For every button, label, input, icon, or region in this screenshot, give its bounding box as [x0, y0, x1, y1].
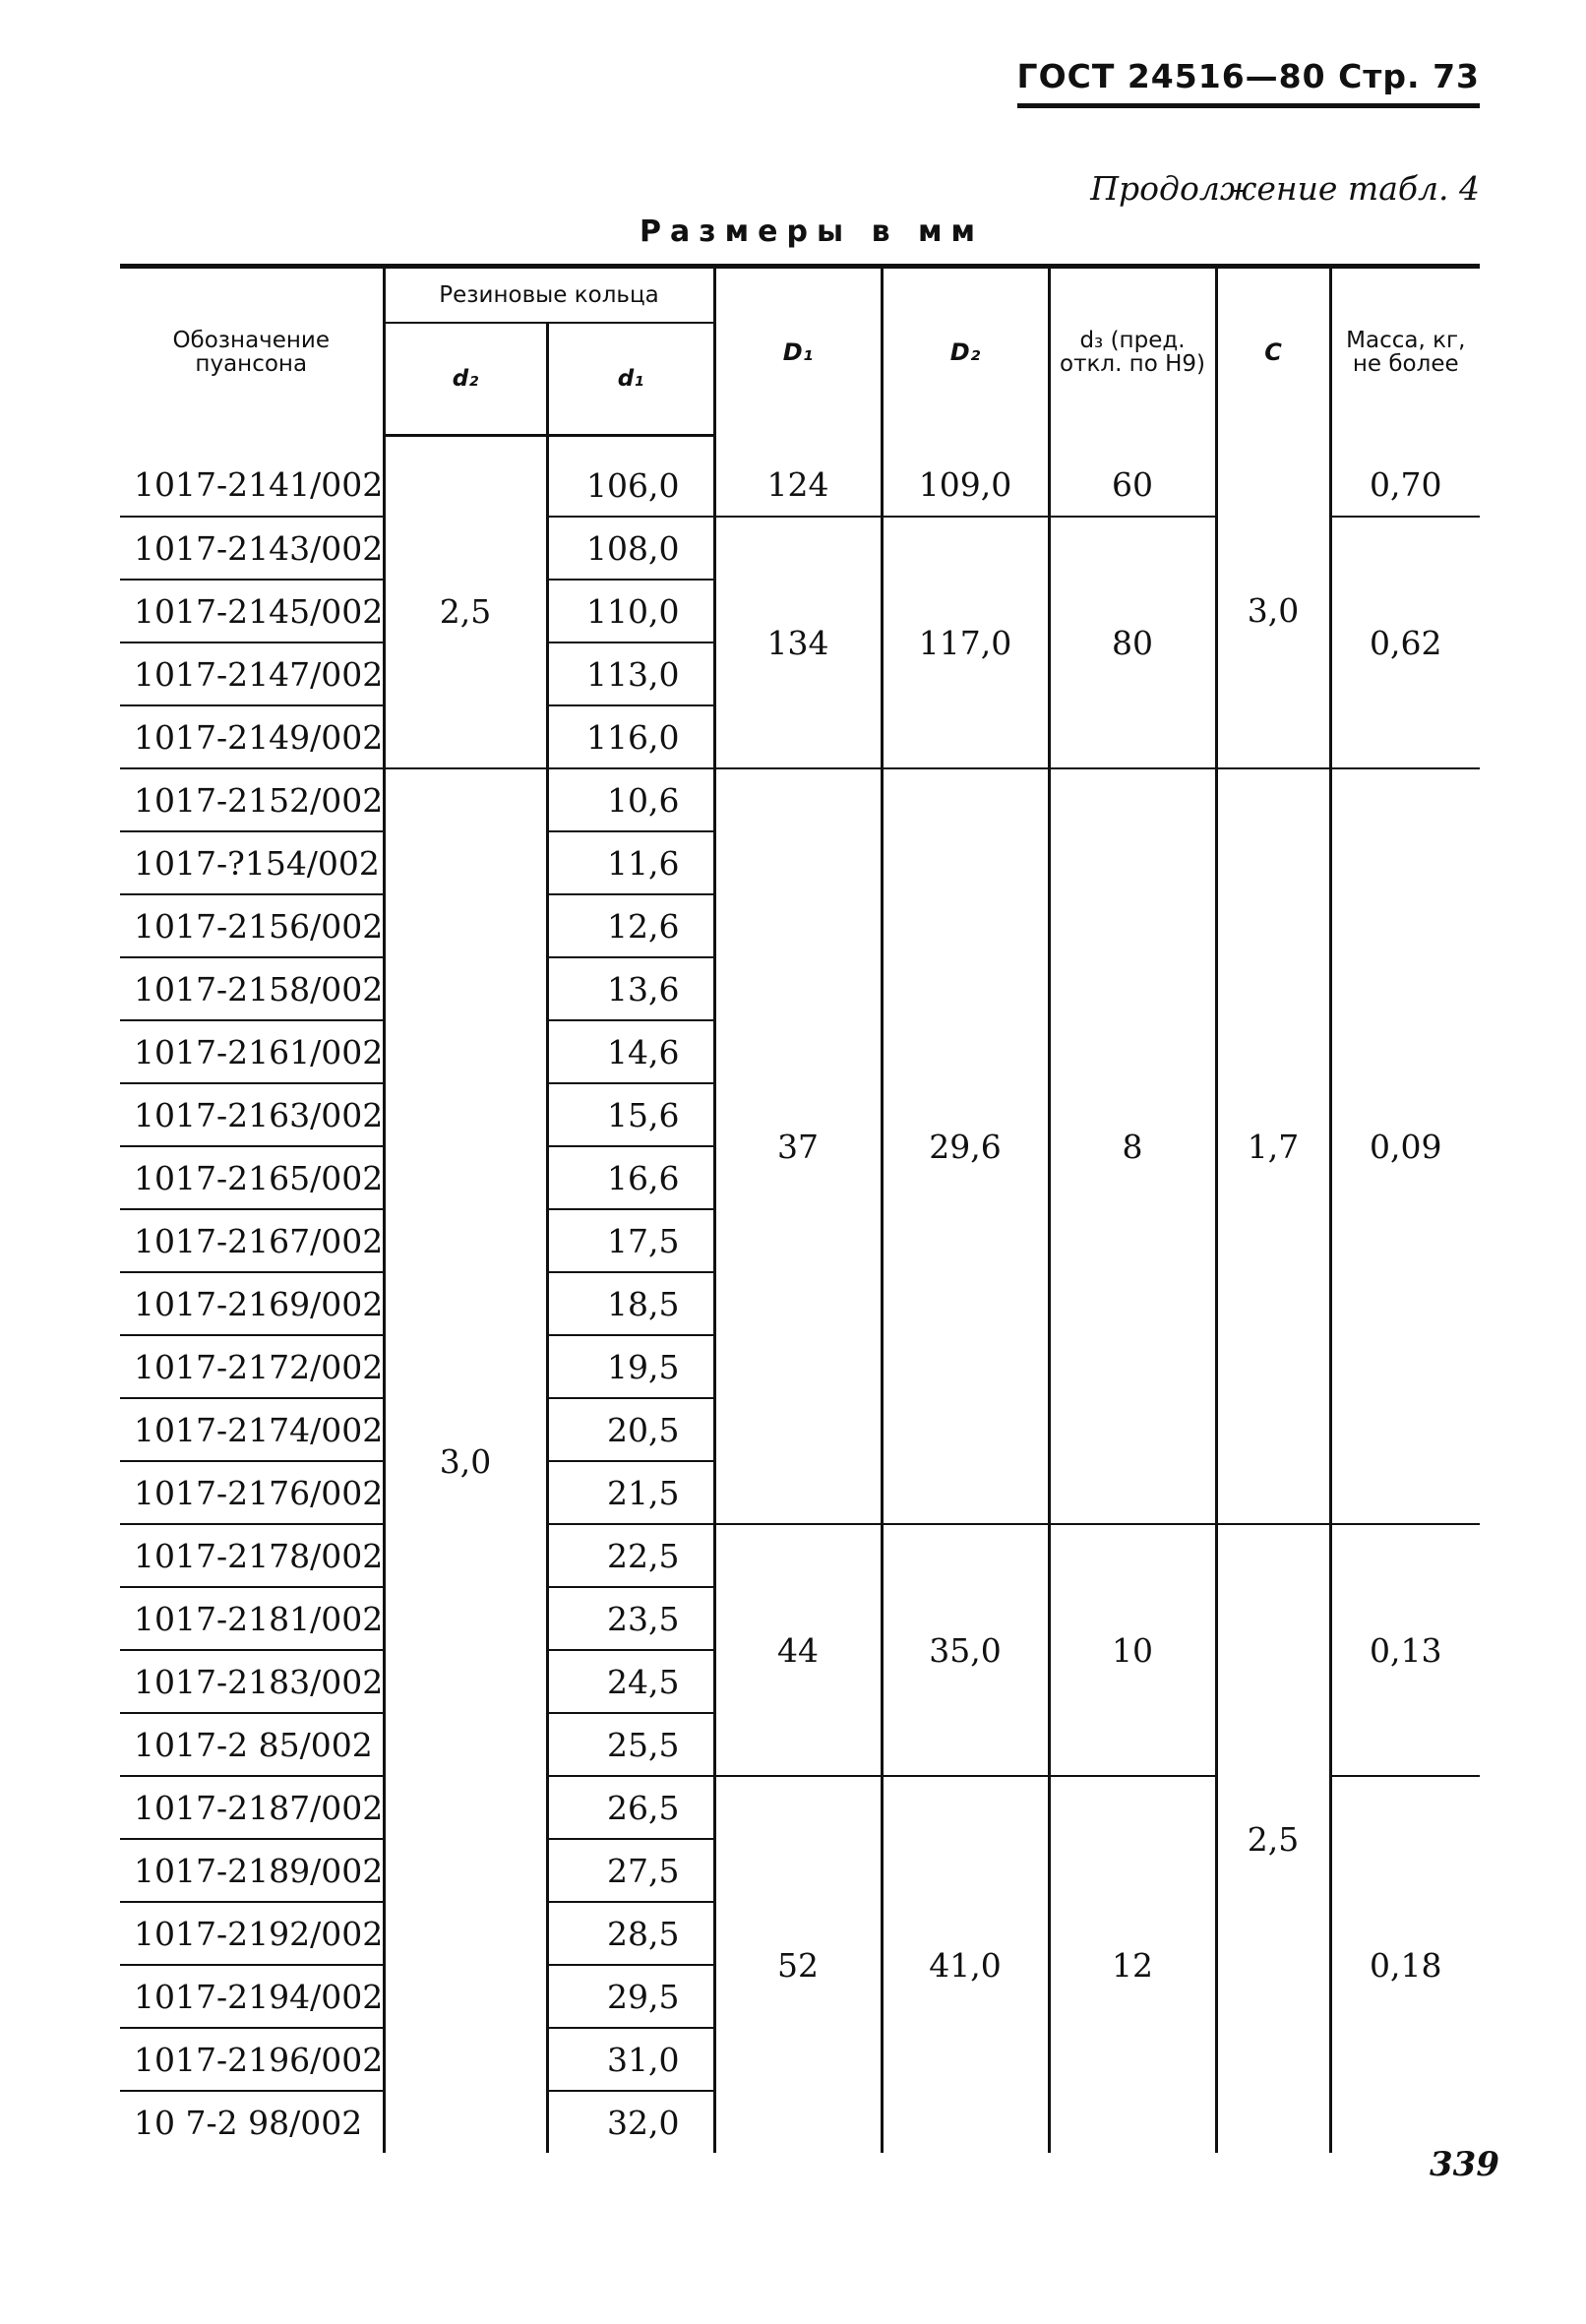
d1-value: 12,6 — [547, 894, 714, 957]
punch-code: 1017-2165/002 — [120, 1146, 384, 1209]
D1-value: 37 — [714, 768, 882, 1524]
d1-value: 19,5 — [547, 1335, 714, 1398]
d1-value: 108,0 — [547, 517, 714, 580]
d1-value: 31,0 — [547, 2028, 714, 2091]
punch-code: 1017-2156/002 — [120, 894, 384, 957]
C-value: 2,5 — [1216, 1524, 1330, 2153]
punch-code: 1017-2149/002 — [120, 705, 384, 768]
d1-value: 28,5 — [547, 1902, 714, 1965]
d1-value: 15,6 — [547, 1083, 714, 1146]
d3-value: 60 — [1049, 436, 1216, 518]
punch-code: 1017-2196/002 — [120, 2028, 384, 2091]
d1-value: 16,6 — [547, 1146, 714, 1209]
col-header-D1: D₁ — [714, 267, 882, 436]
mass-value: 0,13 — [1330, 1524, 1480, 1776]
punch-code: 1017-2187/002 — [120, 1776, 384, 1839]
D1-value: 44 — [714, 1524, 882, 1776]
units-caption: Размеры в мм — [640, 214, 985, 249]
mass-value: 0,18 — [1330, 1776, 1480, 2153]
d2-value: 2,5 — [384, 436, 547, 769]
mass-value: 0,70 — [1330, 436, 1480, 518]
D1-value: 124 — [714, 436, 882, 518]
mass-value: 0,62 — [1330, 517, 1480, 768]
punch-code: 1017-2181/002 — [120, 1587, 384, 1650]
d1-value: 22,5 — [547, 1524, 714, 1587]
C-value: 1,7 — [1216, 768, 1330, 1524]
d1-value: 27,5 — [547, 1839, 714, 1902]
punch-code: 1017-2158/002 — [120, 957, 384, 1020]
page-number: 339 — [1430, 2145, 1499, 2184]
D1-value: 134 — [714, 517, 882, 768]
C-value: 3,0 — [1216, 436, 1330, 769]
punch-code: 1017-2176/002 — [120, 1461, 384, 1524]
standard-number: ГОСТ 24516—80 — [1016, 57, 1326, 95]
d1-value: 24,5 — [547, 1650, 714, 1713]
table-row — [120, 768, 1480, 831]
punch-code: 1017-2143/002 — [120, 517, 384, 580]
d1-value: 13,6 — [547, 957, 714, 1020]
punch-code: 1017-2174/002 — [120, 1398, 384, 1461]
d3-value: 12 — [1049, 1776, 1216, 2153]
col-header-rubber-rings: Резиновые кольца — [384, 267, 714, 324]
punch-code: 1017-2152/002 — [120, 768, 384, 831]
d1-value: 11,6 — [547, 831, 714, 894]
d1-value: 10,6 — [547, 768, 714, 831]
d1-value: 17,5 — [547, 1209, 714, 1272]
col-header-C: C — [1216, 267, 1330, 436]
d1-value: 110,0 — [547, 580, 714, 642]
d1-value: 26,5 — [547, 1776, 714, 1839]
d3-value: 10 — [1049, 1524, 1216, 1776]
punch-code: 1017-2 85/002 — [120, 1713, 384, 1776]
d1-value: 113,0 — [547, 642, 714, 705]
punch-code: 1017-2167/002 — [120, 1209, 384, 1272]
col-header-mass: Масса, кг, не более — [1330, 267, 1480, 436]
punch-code: 1017-2192/002 — [120, 1902, 384, 1965]
col-header-D2: D₂ — [882, 267, 1049, 436]
punch-code: 1017-2161/002 — [120, 1020, 384, 1083]
d3-value: 8 — [1049, 768, 1216, 1524]
col-header-designation: Обозначение пуансона — [120, 267, 384, 436]
d1-value: 18,5 — [547, 1272, 714, 1335]
d2-value: 3,0 — [384, 768, 547, 2153]
page-header — [1017, 57, 1480, 108]
d1-value: 106,0 — [547, 436, 714, 518]
punch-code: 1017-2169/002 — [120, 1272, 384, 1335]
col-header-d3: d₃ (пред. откл. по H9) — [1049, 267, 1216, 436]
table-row — [120, 436, 1480, 518]
mass-value: 0,09 — [1330, 768, 1480, 1524]
d1-value: 29,5 — [547, 1965, 714, 2028]
punch-code: 1017-2178/002 — [120, 1524, 384, 1587]
d1-value: 25,5 — [547, 1713, 714, 1776]
punch-code: 1017-2163/002 — [120, 1083, 384, 1146]
punch-code: 10 7-2 98/002 — [134, 2103, 363, 2142]
table-continuation-note: Продолжение табл. 4 — [1090, 169, 1480, 208]
col-header-d2: d₂ — [384, 323, 547, 436]
col-header-d1: d₁ — [547, 323, 714, 436]
D1-value: 52 — [714, 1776, 882, 2153]
D2-value: 35,0 — [882, 1524, 1049, 1776]
punch-code: 1017-2183/002 — [120, 1650, 384, 1713]
page-label: Стр. 73 — [1338, 57, 1480, 95]
d1-value: 116,0 — [547, 705, 714, 768]
d1-value: 23,5 — [547, 1587, 714, 1650]
D2-value: 117,0 — [882, 517, 1049, 768]
D2-value: 41,0 — [882, 1776, 1049, 2153]
table-row — [120, 1524, 1480, 1587]
punch-code: 1017-2194/002 — [120, 1965, 384, 2028]
d1-value: 20,5 — [547, 1398, 714, 1461]
punch-dimensions-table — [120, 264, 1480, 2153]
d1-value: 32,0 — [547, 2091, 714, 2153]
D2-value: 29,6 — [882, 768, 1049, 1524]
punch-code: 1017-2189/002 — [120, 1839, 384, 1902]
d1-value: 14,6 — [547, 1020, 714, 1083]
d1-value: 21,5 — [547, 1461, 714, 1524]
punch-code: 1017-2147/002 — [120, 642, 384, 705]
punch-code: 1017-?154/002 — [120, 831, 384, 894]
d3-value: 80 — [1049, 517, 1216, 768]
punch-code: 1017-2172/002 — [120, 1335, 384, 1398]
punch-code: 1017-2141/002 — [120, 436, 384, 518]
punch-code: 1017-2145/002 — [120, 580, 384, 642]
D2-value: 109,0 — [882, 436, 1049, 518]
